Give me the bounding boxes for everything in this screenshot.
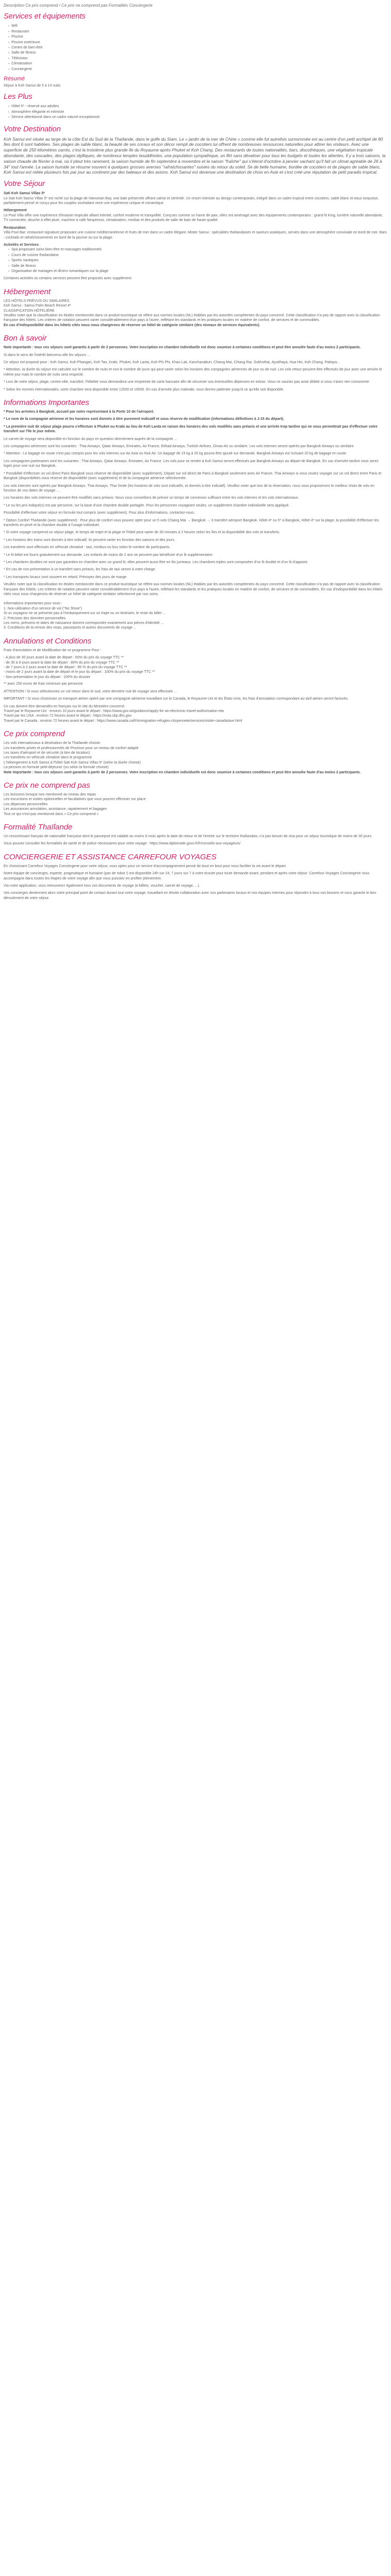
plus-item: ▪ Service attentionné dans un cadre naturel exceptionnel: [13, 115, 387, 120]
annulation-line: Travel par le Canada : environ 72 heures avant le départ : https://www.canada.ca/fr/immigration-refugies-citoyennete/services/visiter-canada/ave.html: [4, 719, 242, 723]
hebergement-title: Hébergement: [4, 287, 51, 296]
formalites-paragraph: * En cas de non-présentation à un transfert sans préavis, les frais de taxi seront à votre charge.: [4, 568, 156, 572]
prix-comprend-item: L'hébergement à Koh Samui à l'hôtel Sati Koh Samui Villas 5* (selon la durée choisie): [4, 760, 141, 765]
annulations-attention: ATTENTION ! Si vous sélectionnez un vol retour dans le sud, votre dernière nuit de voyage sera effectuée ...: [4, 689, 177, 693]
service-item: ▪ Télévision: [13, 56, 387, 61]
annulation-item: - Non présentation le jour du départ : 100% du dossier: [4, 675, 91, 679]
bon-paragraph: * Lors de votre séjour, plage, centre-ville, transfert, l'hôtelier vous demandera une empreinte de carte bancaire afin de sécuriser vos éventuelles dépenses en extras. Vous ne sauriez pas avoir débité si vous n'avez rien consommé.: [4, 380, 370, 384]
formalite-text: Un ressortissant français de nationalité française dont le passeport est valable au moins 6 mois après la date de retour et de l'entrée sur le territoire thaïlandais, n'a pas besoin de visa pour un séjour touristique de moins de 30 jours.: [4, 835, 372, 839]
formalites-bold-4: Le carnet de voyage sera disponible en fonction du pays en question directement auprès de la compagnie ...: [4, 437, 177, 441]
hebergement-text: Le Pool Villa offre une expérience d'évasion tropicale alliant intimité, confort moderne et tranquillité. Conçues comme un havre de paix, elles ont aménagé avec des équipements contemporains : grand lit King, lumière naturelle abondante, TV connectée, douche à effet pluie, machine à café Nespresso, climatisation, minibar et des produits de salle de bain de haute qualité.: [4, 213, 383, 223]
hebergement-notice: En cas d'indisponibilité dans les hôtels cités nous nous chargerons de réserver un hôtel de catégorie similaire (des niveaux de services équivalents).: [4, 323, 260, 327]
service-item: ▪ Piscine: [13, 35, 387, 40]
service-item: ▪ Wifi: [13, 24, 387, 29]
services-list: [4, 24, 387, 72]
prix-ne-comprend-item: Les dépenses personnelles: [4, 802, 48, 806]
hebergement-line: Koh Samui : Samui Palm Beach Resort 4*: [4, 304, 71, 308]
formalites-paragraph: * Les chambres doubles ne sont pas garanties en chambre avec un grand lit, elles peuvent aussi être en lits jumeaux. Les chambres triples sont composées d'un lit double et d'un lit d'appoint.: [4, 560, 308, 564]
formalites-title: Informations Importantes: [4, 398, 89, 408]
formalites-paragraph: * Le ou les prix indiqué(s) est par personne, sur la base d'une chambre double partagée. Pour les personnes voyageant seules, un supplément chambre individuelle sera appliqué.: [4, 503, 290, 507]
formalite-title: Formalité Thaïlande: [4, 823, 73, 832]
prix-ne-comprend-title: Ce prix ne comprend pas: [4, 781, 90, 790]
annulations-items: [4, 655, 387, 680]
restauration-text: Villa Pool Bar: restaurant signature proposant une cuisine méditerranéenne et fruits de mer dans un cadre élégant. Mister Samui : spécialités thaïlandaises et saveurs asiatiques, servies dans une atmosphère conviviale en bord de mer. Bars : cocktails et rafraîchissements en bord de la piscine ou sur la plage.: [4, 231, 387, 240]
bon-paragraphs: [4, 360, 387, 392]
prix-ne-comprend-items: [4, 792, 387, 817]
service-item: ▪ Conciergerie: [13, 67, 387, 72]
prix-ne-comprend-item: Les excursions et visites optionnelles et facultatives que vous pourrez effectuer sur place: [4, 798, 146, 802]
activite-item: ▪ Spa proposant soins bien-être et massages traditionnels: [13, 247, 387, 252]
services-title: Services et équipements: [4, 12, 86, 21]
service-item: ▪ Centre de bien-être: [13, 45, 387, 50]
activites-note: Certaines activités ou certains services peuvent être proposés avec supplément.: [4, 277, 133, 281]
formalites-paragraph: Possibilité d'effectuer votre séjour en formule tout compris (avec supplément). Pour plus d'informations, contactez-nous.: [4, 511, 195, 515]
activite-item: ▪ Organisation de mariages et dîners romantiques sur la plage: [13, 269, 387, 274]
formalites-paragraph: Les compagnies aériennes sont les suivantes : Thai Airways, Qatar Airways, Emirates, Air France, Etihad Airways, Turkish Airlines, Oman Air ou similaire. Les vols internes seront opérés par Bangkok Airways ou similaire.: [4, 445, 355, 449]
sejour-title: Votre Séjour: [4, 180, 45, 189]
info-item: 2. Précision des données personnelles: [4, 616, 66, 620]
activite-item: ▪ Salle de fitness: [13, 264, 387, 269]
plus-item: ▪ Hôtel 5* - réservé aux adultes: [13, 104, 387, 109]
plus-list: [4, 104, 387, 120]
hebergement-line: Veuillez noter que la classification en étoiles mentionnée dans ce produit touristique se réfère aux normes locales (NL) établies par les autorités compétentes du pays concerné. Cette classification n'a pas de rapport avec la classification française des hôtels. Les critères de notation peuvent varier considérablement d'un pays à l'autre, reflétant les standards et les pratiques locales en matière de confort, de services et de commodités.: [4, 313, 380, 323]
hotel-text: Le Sati Koh Samui Villas 5* est niché sur la plage de Hanuman Bay, une baie préservée offrant calme et sérénité. Un resort intimiste au design contemporain, intégré dans un cadre tropical entre cocotiers, sable blanc et eaux turquoise, parfaitement pensé et conçu pour les couples souhaitant vivre une expérience unique et romantique.: [4, 196, 379, 206]
resume-text: Séjour à Koh Samui de 5 à 14 nuits: [4, 84, 61, 88]
annulation-item: - A plus de 30 jours avant la date de départ : 60% du prix du voyage TTC **: [4, 656, 124, 660]
bon-paragraph: Ce séjour est proposé pour : Koh Samui, Koh Phangan, Koh Tao, Krabi, Phuket, Koh Lanta, Koh Phi Phi, Khao Lak, Kanchanaburi, Chiang Mai, Chiang Rai, Sukhothai, Ayutthaya, Hua Hin, Koh Chang, Pattaya...: [4, 361, 340, 365]
conciergerie-title: CONCIERGERIE ET ASSISTANCE CARREFOUR VOYAGES: [4, 852, 217, 861]
info-item: 3. Conditions de la remise des visas, passeports et autres documents de voyage ...: [4, 626, 137, 630]
info-items: [4, 606, 387, 631]
formalites-paragraph: * Les transports locaux sont souvent en retard. Prévoyez des jours de marge.: [4, 575, 127, 579]
hotel-title: Sati Koh Samui Villas 5*: [4, 192, 45, 196]
formalite-text-2: Vous pouvez consulter les formalités de santé et de police nécessaires pour votre voyage : https://www.diplomatie.gouv.fr/fr/conseils-aux-voyageurs/: [4, 842, 241, 846]
service-item: ▪ Restaurant: [13, 29, 387, 35]
bon-intro2: Si dans le sens de l'intérêt bienvenu elle les séjours ...: [4, 353, 90, 357]
annulation-item: - moins de 2 jours avant la date de départ et le jour du départ : 100% du prix du voyage TTC **: [4, 670, 155, 674]
activite-item: ▪ Cours de cuisine thaïlandaise: [13, 253, 387, 258]
annulation-item: - de 7 jours à 2 jours avant la date de départ : 95 % du prix du voyage TTC **: [4, 666, 127, 670]
destination-text: Koh Samui est située au large de la côte Est du Sud de la Thaïlande, dans le golfe du Siam. Le « jardin de la mer de Chine » comme elle fut autrefois surnommée est au centre d'un petit archipel de 80 îles dont 6 sont habitées. Ses plages de sable blanc, la beauté de ses coraux et son décor rempli de cocotiers lui offrent de nombreuses ressources naturelles pour attirer les visiteurs. Avec une superficie de 250 kilomètres carrés, c'est la troisième plus grande île du Royaume après Phuket et Koh Chang. Des restaurants de toutes nationalités, bars, discothèques, une végétation tropicale abondante, des cascades, des plages idylliques, de nombreux temples bouddhistes, une population sympathique, un flirt sans dévaliser pour tous les budgets et toutes les attentes. Il y a trois saisons, la saison chaude de février à mai, où il pleut très rarement, la saison humide de fin septembre à novembre et la saison "fraîche" qui s'étend d'octobre à janvier sachant qu'il fait un climat agréable de 26 à 34° tout l'année. La saison humide se résume souvent à quelques grosses averses "rafraîchissantes" suivies du retour du soleil. Se de belle humaine, bordée de cocotiers et de plages de sable blanc, Koh Samui est reliée plusieurs fois par jour au continent par des bateaux et des avions. Koh Samui est devenue une destination de choix en Asie et s'est créé une réputation de petit paradis tropical.: [4, 136, 386, 175]
restauration-subtitle: Restauration: [4, 226, 26, 230]
plus-item: ▪ Atmosphère élégante et intimiste: [13, 110, 387, 115]
prix-comprend-item: Les vols internationaux à destination de la Thaïlande choisie: [4, 741, 101, 745]
conciergerie-paragraph: Vos concierges deviennent alors votre principal point de contact durant tout votre voyage, travaillant en étroite collaboration avec nos partenaires locaux et nos équipes internes pour répondre à tous vos besoins et vous garantir le bon déroulement de votre séjour.: [4, 891, 377, 900]
formalites-bold-1: * Pour les arrivées à Bangkok, accueil par notre représentant à la Porte 10 de l'aéroport.: [4, 410, 154, 414]
service-item: ▪ Piscine extérieure: [13, 40, 387, 45]
info-item: Les noms, prénoms et dates de naissance doivent correspondre exactement aux pièces d'identité ...: [4, 621, 164, 625]
annulation-line: Travel par les USA : environ 72 heures avant le départ : https://esta.cbp.dhs.gov: [4, 714, 132, 718]
prix-comprend-item: Les taxes d'aéroport et de sécurité (à titre de location): [4, 751, 90, 755]
prix-comprend-note: Note importante : tous ces séjours sont garantis à partir de 2 personnes. Votre inscription en chambre individuelle est donc soumise à certaines conditions et peut être annulée faute d'au moins 2 participants.: [4, 770, 361, 774]
activites-subtitle: Activités et Services: [4, 243, 39, 247]
formalites-paragraph: Les transferts sont effectués en véhicule climatisé : taxi, minibus ou bus selon le nombre de participants.: [4, 546, 171, 550]
formalites-paragraph: Les vols internes sont opérés par Bangkok Airways, Thai Airways, Thai Smile (les horaires de vols sont indicatifs, et donnés à titre indicatif). Veuillez noter que lors de la réservation, nous vous proposerons le meilleur choix de vols en fonction de vos dates de voyage ...: [4, 484, 374, 493]
hebergement-line: LES HÔTELS PRÉVUS OU SIMILAIRES: [4, 299, 70, 303]
conciergerie-paragraph: Via notre application, vous retrouverez également tous vos documents de voyage (e-billets, voucher, carnet de voyage, ...).: [4, 884, 200, 888]
conciergerie-paragraph: Notre équipe de concierges, experte, pragmatique et humaine (pas de robot !) est disponible 24h sur 24, 7 jours sur 7 à votre écoute pour toute demande avant, pendant et après votre séjour. Carrefour Voyages Conciergerie vous accompagne dans toutes les étapes de votre voyage afin que vous puissiez en profiter pleinement.: [4, 872, 369, 880]
formalites-paragraph: * Option Confort Thaïlande (avec supplément) : Pour plus de confort vous pouvez opter pour un 5 vols Chiang Mai → Bangkok → 3 transfert aéroport Bangkok. Hôtel 4* ou 5* à Bangkok, Hôtel 4* sur la plage, la possibilité d'effectuer les transferts en privé et la chambre double à l'usage individuel.: [4, 518, 379, 527]
formalites-bold-3: * La première nuit de séjour plage pourra s'effectuer à Phuket ou Krabi au lieu de Koh Lanta en raison des horaires des vols modifiés sans préavis et une arrivée trop tardive qui ne vous permettrait pas d'effectuer votre transfert sur l'île le jour même.: [4, 425, 378, 434]
formalites-paragraph: Veuillez noter que la classification en étoiles mentionnée dans ce produit touristique se réfère aux normes locales (NL) établies par les autorités compétentes du pays concerné. Cette classification n'a pas de rapport avec la classification française des hôtels. Les critères de notation peuvent varier considérablement d'un pays à l'autre, reflétant les standards et les pratiques locales en matière de confort, de services et de commodités. En cas d'indisponibilité dans les hôtels cités nous nous chargerons de réserver un hôtel de catégorie similaire sélectionné par nos soins.: [4, 583, 383, 597]
info-item: Si un voyageur ne se présente pas à l'embarquement sur un trajet ou un itinéraire, le reste du billet ...: [4, 612, 166, 616]
prix-comprend-item: Les transferts privés et professionnels de Province pour un niveau de confort adapté: [4, 746, 139, 750]
bon-title: Bon à savoir: [4, 334, 47, 343]
destination-title: Votre Destination: [4, 125, 61, 133]
activites-list: [4, 247, 387, 274]
resume-title: Résumé: [4, 76, 25, 82]
annulations-important: IMPORTANT ! Si vous choisissez un transport aérien opéré par une compagnie aérienne travaillant sur le Canada, le Royaume-Uni et les États-Unis, les frais d'annulation correspondant au tarif aérien seront facturés.: [4, 697, 349, 701]
formalites-paragraph: * Le lit bébé est fourni gratuitement sur demande. Les enfants de moins de 2 ans ne peuvent pas bénéficier d'un lit supplémentaire.: [4, 553, 214, 557]
formalites-paragraphs: [4, 444, 387, 597]
conciergerie-paragraphs: [4, 864, 387, 901]
prix-ne-comprend-item: Tout ce qui n'est pas mentionné dans « Ce prix comprend »: [4, 812, 99, 816]
formalites-paragraph: * Possibilité d'effectuer un vol direct Paris Bangkok sous réserve de disponibilité (avec supplément). Départ sur vol direct de Paris à Bangkok seulement avec Air France, Thai Airways si vous voulez voyager sur un vol direct entre Paris et Bangkok (disponibilités sous réserve de disponibilité (avec supplément) et de la compagnie aérienne sélectionnée.: [4, 471, 382, 481]
prix-comprend-item: Les transferts en véhicule climatisé dans le programme: [4, 756, 92, 760]
prix-comprend-item: La pension en formule petit-déjeuner (ou selon la formule choisie): [4, 766, 109, 770]
annulations-lines: [4, 704, 387, 724]
formalites-paragraph: * Si votre voyage comprend un séjour plage, le temps de trajet et la plage et l'hôtel peut varier de 30 minutes à 2 heures selon les îles et la disponibilité des vols et transferts.: [4, 531, 280, 535]
hebergement-line: CLASSIFICATION HÔTELIÈRE: [4, 309, 55, 313]
prix-comprend-title: Ce prix comprend: [4, 730, 65, 739]
service-item: ▪ Climatisation: [13, 61, 387, 66]
annulation-line: Ce cas doivent être demandés en français sur le site du Ministère concerné.: [4, 704, 125, 708]
hebergement-lines: [4, 299, 387, 323]
prix-ne-comprend-item: Les assurances annulation, assistance, rapatriement et bagages: [4, 807, 107, 811]
service-item: ▪ Salle de fitness: [13, 50, 387, 56]
annulations-intro: Frais d'annulation et de Modification de ce programme Pour :: [4, 648, 102, 652]
prix-ne-comprend-item: Les boissons lorsque non mentionné au niveau des repas: [4, 792, 96, 796]
plus-title: Les Plus: [4, 93, 32, 101]
activite-item: ▪ Sports nautiques: [13, 258, 387, 263]
info-title: Informations importantes pour vous :: [4, 602, 62, 606]
info-item: 1. Non-utilisation d'un service de vol ("No Show"): [4, 606, 82, 611]
bon-paragraph: * Attention, la durée du séjour est calculée sur le nombre de nuits et non le nombre de jours qui peut varier selon les horaires des compagnies aériennes de jour ou de nuit. Les vols retour peuvent être effectués de jour avec une arrivée le même jour mais le nombre de nuits sera respecté.: [4, 368, 382, 377]
annulations-title: Annulations et Conditions: [4, 636, 92, 646]
bon-intro: Note importante : tous ces séjours sont garantis à partir de 2 personnes. Votre inscription en chambre individuelle est donc soumise à certaines conditions et peut être annulée faute d'au moins 2 participants.: [4, 346, 361, 350]
formalites-paragraph: Les horaires des vols internes ne peuvent être modifiés sans préavis. Nous vous conseillons de prévoir un temps de connexion suffisant entre les vols internes et les vols internationaux.: [4, 496, 299, 500]
bon-paragraph: * Selon les normes internationales, votre chambre sera disponible entre 12h00 et 15h00. En cas d'arrivée plus matinale, vous devrez patienter jusqu'à ce qu'elle soit disponible.: [4, 387, 284, 392]
annulation-line: Travel par le Royaume-Uni : environ 10 jours avant le départ : https://www.gov.uk/guidance/apply-for-an-electronic-travel-authorisation-eta: [4, 709, 224, 713]
annulation-item: - de 30 à 8 jours avant la date de départ : 80% du prix du voyage TTC **: [4, 660, 120, 665]
formalites-paragraph: * Les horaires des trains sont donnés à titre indicatif, ils peuvent varier en fonction des saisons et des jours.: [4, 538, 175, 542]
formalites-paragraph: Les compagnies partenaires sont les suivantes : Thai Airways, Qatar Airways, Emirates, Air France. Les vols pour se rendre à Koh Samui seront effectués par Bangkok Airways au départ de Bangkok. En cas d'arrivée tardive vous serez logés pour une nuit sur Bangkok.: [4, 459, 379, 468]
formalites-paragraph: * Attention : Le bagage en soute n'est pas compris pour les vols internes sur Air Asia ou Nok Air. Un bagage de 15 kg à 20 kg pourra être ajouté sur demande. Bangkok Airways est incluant 20 kg de bagage en soute.: [4, 452, 347, 456]
prix-comprend-items: [4, 741, 387, 770]
description-tabs: Description Ce prix comprend / Ce prix ne comprend pas Formalités Conciergerie: [4, 3, 153, 8]
hebergement-subtitle: Hébergement: [4, 209, 27, 213]
annulations-note: ** avec 250 euros de frais minimum par personne: [4, 682, 83, 686]
page: [0, 0, 391, 901]
conciergerie-paragraph: En choisissant Carrefour Voyages Conciergerie pour votre séjour, vous optez pour un service d'accompagnement pensé de bout en bout pour vous faciliter la vie avant le départ.: [4, 864, 287, 868]
formalites-bold-2: * Le nom de la compagnie aérienne et les horaires sont donnés à titre purement indicatif et sous réserve de modification (informations définitives à J-15 du départ).: [4, 417, 284, 421]
